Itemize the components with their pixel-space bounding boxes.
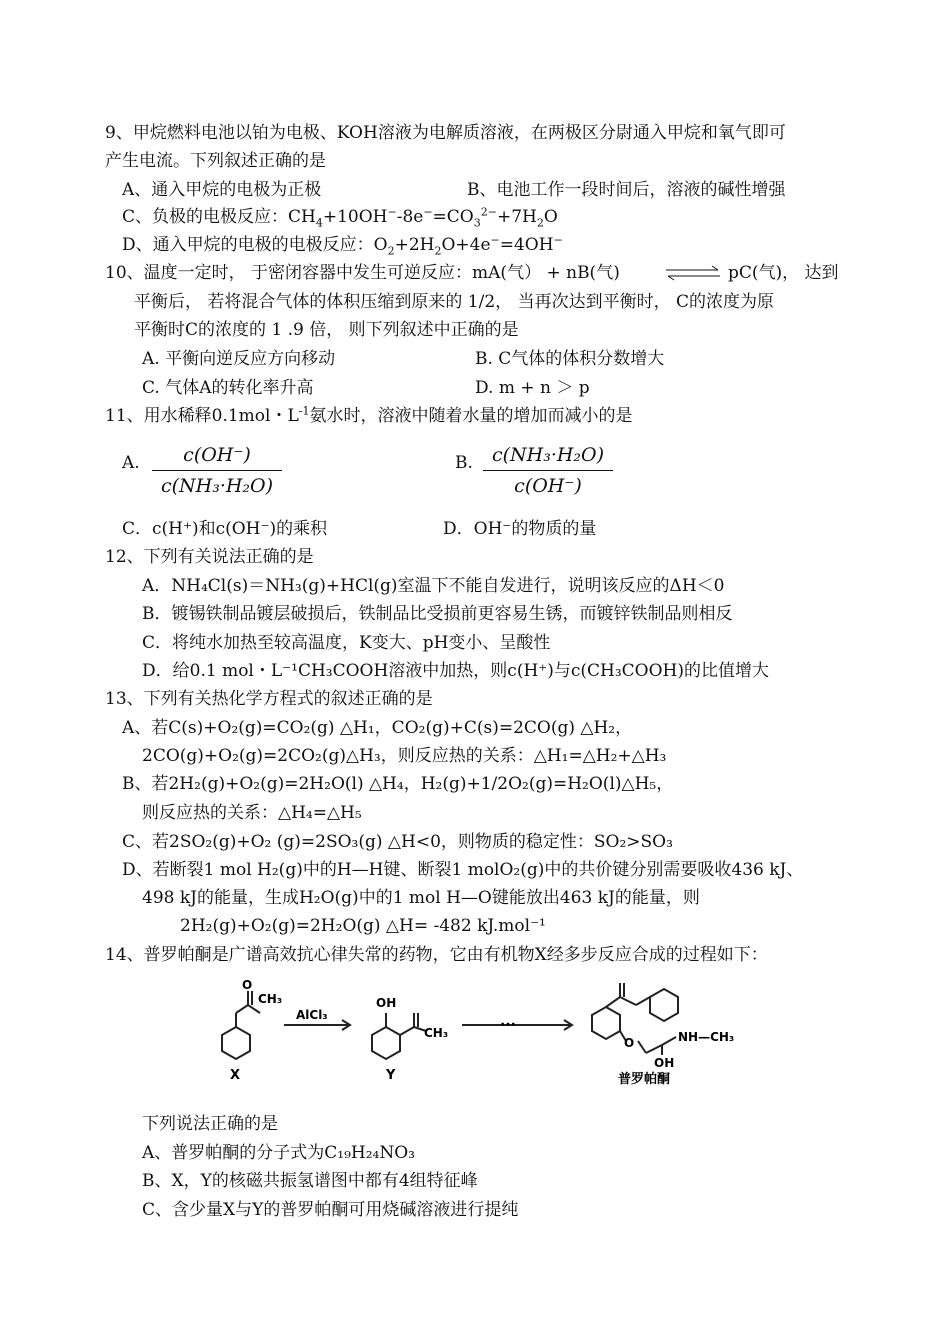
q13-option-d-line1: D、若断裂1 mol H₂(g)中的H—H键、断裂1 molO₂(g)中的共价键分别需要吸收436 kJ、 xyxy=(122,860,804,880)
q10-option-c: C. 气体A的转化率升高 xyxy=(142,378,314,398)
y-label: Y xyxy=(386,1068,396,1083)
fraction-bar xyxy=(483,470,613,471)
fraction-numerator: c(OH⁻) xyxy=(183,444,251,466)
q10-stem-line1b: pC(气)， 达到 xyxy=(728,263,839,283)
q9-option-a: A、通入甲烷的电极为正极 xyxy=(122,180,322,200)
q10-option-a: A. 平衡向逆反应方向移动 xyxy=(142,349,336,369)
q12-option-c: C．将纯水加热至较高温度，K变大、pH变小、呈酸性 xyxy=(142,633,551,653)
q12-option-a: A．NH₄Cl(s)＝NH₃(g)+HCl(g)室温下不能自发进行，说明该反应的ΔH＜0 xyxy=(142,576,725,596)
q11-option-c: C．c(H⁺)和c(OH⁻)的乘积 xyxy=(122,519,328,539)
q10-stem-line1a: 10、温度一定时， 于密闭容器中发生可逆反应：mA(气） + nB(气) xyxy=(105,263,620,283)
q11-stem: 11、用水稀释0.1mol・$L^{-1}$氨水时，溶液中随着水量的增加而减小的是 xyxy=(105,404,633,426)
x-benzene-ring xyxy=(222,1027,250,1059)
q11-option-a-label: A. xyxy=(122,453,140,473)
fraction-numerator: c(NH₃·H₂O) xyxy=(491,444,605,466)
reagent-label: AlCl₃ xyxy=(296,1008,328,1022)
product-benzene-ring xyxy=(592,1007,620,1039)
y-oh-label: OH xyxy=(376,996,397,1010)
q13-option-a-line1: A、若C(s)+O₂(g)=CO₂(g) △H₁，CO₂(g)+C(s)=2CO(g) △H₂， xyxy=(122,718,633,738)
q11-option-a-fraction xyxy=(152,444,282,497)
q11-option-b-label: B. xyxy=(455,453,473,473)
product-label: 普罗帕酮 xyxy=(618,1072,671,1087)
y-benzene-ring xyxy=(372,1027,400,1059)
q13-option-a-line2: 2CO(g)+O₂(g)=2CO₂(g)△H₃，则反应热的关系：△H₁=△H₂+△H₃ xyxy=(142,746,667,766)
reversible-arrow-icon xyxy=(664,263,722,283)
q13-stem: 13、下列有关热化学方程式的叙述正确的是 xyxy=(105,689,433,709)
q12-option-d: D．给0.1 mol・L⁻¹CH₃COOH溶液中加热，则c(H⁺)与c(CH₃COOH)的比值增大 xyxy=(142,661,770,681)
q11-option-b-fraction xyxy=(483,444,613,497)
q14-stem: 14、普罗帕酮是广谱高效抗心律失常的药物，它由有机物X经多步反应合成的过程如下： xyxy=(105,945,768,965)
q9-option-d: D、通入甲烷的电极的电极反应：$O_2+2H_2O+4e^-=4OH^-$ xyxy=(122,233,563,258)
product-nh-label: NH—CH₃ xyxy=(678,1030,735,1044)
x-ch3-label: CH₃ xyxy=(258,992,283,1006)
q9-option-c: C、负极的电极反应：$CH_4+10OH^--8e^-=CO_3^{2-}+7H_2O$ xyxy=(122,205,558,230)
q14-option-b: B、X，Y的核磁共振氢谱图中都有4组特征峰 xyxy=(142,1171,478,1191)
q10-stem-line3: 平衡时C的浓度的 1 .9 倍， 则下列叙述中正确的是 xyxy=(134,320,519,340)
multistep-dots: ··· xyxy=(500,1017,516,1033)
q13-option-b-line2: 则反应热的关系：△H₄=△H₅ xyxy=(142,803,362,823)
q9-stem-line2: 产生电流。下列叙述正确的是 xyxy=(105,151,326,171)
q13-option-d-line3: 2H₂(g)+O₂(g)=2H₂O(g) △H= -482 kJ.mol⁻¹ xyxy=(180,916,546,936)
fraction-denominator: c(OH⁻) xyxy=(514,475,582,497)
q9-option-b: B、电池工作一段时间后，溶液的碱性增强 xyxy=(467,180,786,200)
reaction-scheme xyxy=(200,975,760,1087)
q9-stem-line1: 9、甲烷燃料电池以铂为电极、KOH溶液为电解质溶液，在两极区分尉通入甲烷和氧气即可 xyxy=(105,123,786,143)
q13-option-d-line2: 498 kJ的能量，生成H₂O(g)中的1 mol H—O键能放出463 kJ的能量，则 xyxy=(142,888,700,908)
q12-option-b: B．镀锡铁制品镀层破损后，铁制品比受损前更容易生锈，而镀锌铁制品则相反 xyxy=(142,604,733,624)
q12-stem: 12、下列有关说法正确的是 xyxy=(105,547,314,567)
q14-option-a: A、普罗帕酮的分子式为C₁₉H₂₄NO₃ xyxy=(142,1143,415,1163)
q10-option-b: B. C气体的体积分数增大 xyxy=(475,349,665,369)
q11-option-d: D．OH⁻的物质的量 xyxy=(443,519,597,539)
x-o-label: O xyxy=(242,978,253,992)
q10-option-d: D. m + n ＞ p xyxy=(475,378,590,398)
q13-option-c: C、若2SO₂(g)+O₂ (g)=2SO₃(g) △H<0，则物质的稳定性：SO₂>SO₃ xyxy=(122,832,673,852)
fraction-bar xyxy=(152,470,282,471)
q13-option-b-line1: B、若2H₂(g)+O₂(g)=2H₂O(l) △H₄，H₂(g)+1/2O₂(g)=H₂O(l)△H₅， xyxy=(122,774,674,794)
x-label: X xyxy=(230,1068,241,1083)
q10-stem-line2: 平衡后， 若将混合气体的体积压缩到原来的 1/2， 当再次达到平衡时， C的浓度为原 xyxy=(134,292,774,312)
product-phenyl-ring xyxy=(650,989,678,1021)
reaction-scheme-drawing xyxy=(200,975,760,1087)
q14-option-c: C、含少量X与Y的普罗帕酮可用烧碱溶液进行提纯 xyxy=(142,1200,519,1220)
y-ch3-label: CH₃ xyxy=(424,1026,449,1040)
q14-prompt: 下列说法正确的是 xyxy=(142,1114,278,1134)
fraction-denominator: c(NH₃·H₂O) xyxy=(160,475,274,497)
product-o-label: O xyxy=(624,1036,635,1050)
product-oh-label: OH xyxy=(654,1056,675,1070)
